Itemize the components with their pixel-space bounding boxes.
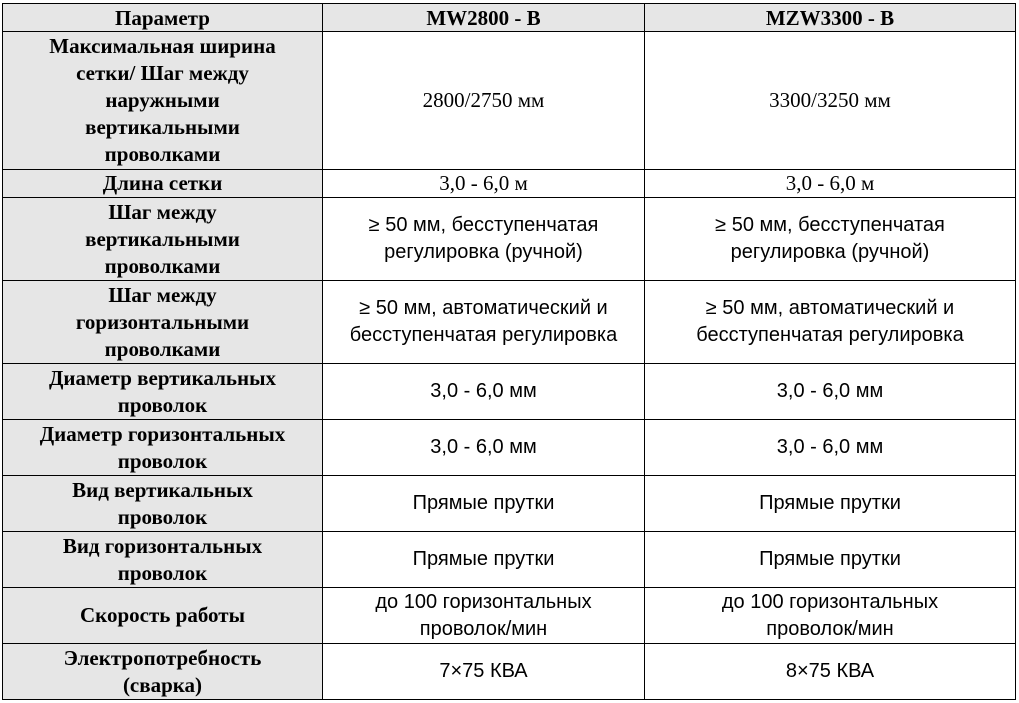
table-row-power xyxy=(3,644,1016,700)
table-row-horizontal-type xyxy=(3,532,1016,588)
table-row-horizontal-pitch xyxy=(3,281,1016,364)
param-cell: Вид горизонтальных проволок xyxy=(3,532,323,588)
param-cell: Шаг между вертикальными проволками xyxy=(3,198,323,281)
header-row xyxy=(3,4,1016,32)
table-row-horizontal-diameter xyxy=(3,420,1016,476)
mzw3300-value: Прямые прутки xyxy=(645,476,1016,532)
table-row-vertical-type xyxy=(3,476,1016,532)
param-cell: Диаметр горизонтальных проволок xyxy=(3,420,323,476)
param-cell: Скорость работы xyxy=(3,588,323,644)
mzw3300-value: Прямые прутки xyxy=(645,532,1016,588)
table-row-mesh-length xyxy=(3,170,1016,198)
mw2800-value: ≥ 50 мм, автоматический и бесступенчатая регулировка xyxy=(323,281,645,364)
param-cell: Длина сетки xyxy=(3,170,323,198)
param-cell: Вид вертикальных проволок xyxy=(3,476,323,532)
mzw3300-value: 3,0 - 6,0 мм xyxy=(645,420,1016,476)
mzw3300-value: ≥ 50 мм, бесступенчатая регулировка (ручной) xyxy=(645,198,1016,281)
mzw3300-value: 3,0 - 6,0 мм xyxy=(645,364,1016,420)
table-row-vertical-diameter xyxy=(3,364,1016,420)
mw2800-value: ≥ 50 мм, бесступенчатая регулировка (ручной) xyxy=(323,198,645,281)
table-row-speed xyxy=(3,588,1016,644)
mzw3300-value: 8×75 КВА xyxy=(645,644,1016,700)
mw2800-value: Прямые прутки xyxy=(323,476,645,532)
mzw3300-value: 3,0 - 6,0 м xyxy=(645,170,1016,198)
table-body xyxy=(3,32,1016,700)
table-row-max-width xyxy=(3,32,1016,170)
param-cell: Диаметр вертикальных проволок xyxy=(3,364,323,420)
mzw3300-value: 3300/3250 мм xyxy=(645,32,1016,170)
header-mw2800: MW2800 - B xyxy=(323,4,645,32)
table-row-vertical-pitch xyxy=(3,198,1016,281)
mw2800-value: 3,0 - 6,0 мм xyxy=(323,364,645,420)
table-header xyxy=(3,4,1016,32)
mzw3300-value: ≥ 50 мм, автоматический и бесступенчатая регулировка xyxy=(645,281,1016,364)
param-cell: Электропотребность (сварка) xyxy=(3,644,323,700)
mw2800-value: 3,0 - 6,0 мм xyxy=(323,420,645,476)
header-parameter: Параметр xyxy=(3,4,323,32)
param-cell: Максимальная ширина сетки/ Шаг между наружными вертикальными проволками xyxy=(3,32,323,170)
mzw3300-value: до 100 горизонтальных проволок/мин xyxy=(645,588,1016,644)
mw2800-value: 7×75 КВА xyxy=(323,644,645,700)
mw2800-value: 3,0 - 6,0 м xyxy=(323,170,645,198)
header-mzw3300: MZW3300 - B xyxy=(645,4,1016,32)
mw2800-value: 2800/2750 мм xyxy=(323,32,645,170)
spec-comparison-table xyxy=(2,3,1016,700)
mw2800-value: Прямые прутки xyxy=(323,532,645,588)
mw2800-value: до 100 горизонтальных проволок/мин xyxy=(323,588,645,644)
param-cell: Шаг между горизонтальными проволками xyxy=(3,281,323,364)
